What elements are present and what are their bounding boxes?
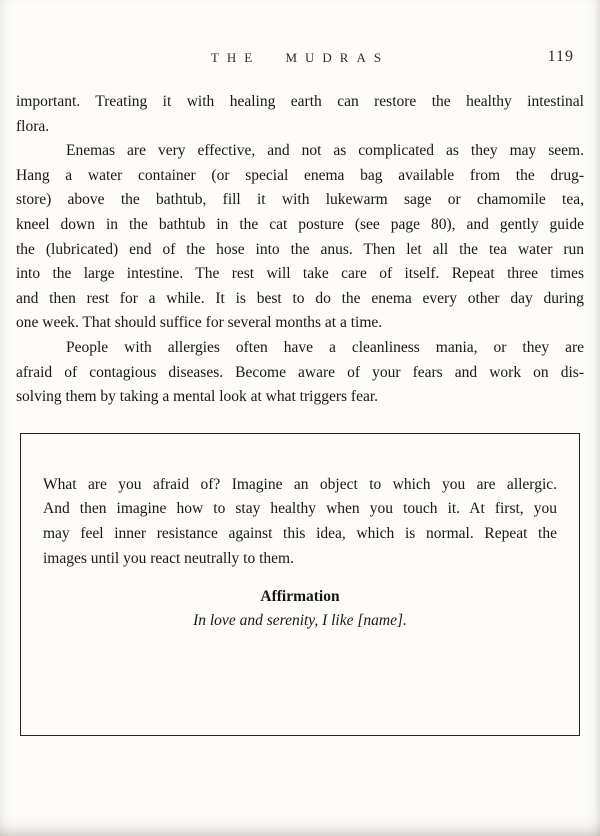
exercise-box (20, 433, 580, 736)
running-head (16, 50, 584, 72)
text-line: kneel down in the bathtub in the cat posture (see page 80), and gently guide (16, 215, 584, 233)
text-line: People with allergies often have a cleanliness mania, or they are (66, 338, 584, 356)
text-line: flora. (16, 117, 50, 135)
text-line: into the large intestine. The rest will take care of itself. Repeat three times (16, 265, 584, 283)
page-number: 119 (547, 48, 574, 65)
running-head-title: THE MUDRAS (210, 50, 390, 65)
text-line: store) above the bathtub, fill it with lukewarm sage or chamomile tea, (16, 191, 584, 209)
affirmation-heading: Affirmation (260, 588, 340, 606)
paragraph-enemas (16, 139, 584, 336)
body-text (16, 90, 584, 410)
text-line: Hang a water container (or special enema bag available from the drug- (16, 166, 584, 184)
text-line: one week. That should suffice for several months at a time. (16, 314, 383, 332)
paragraph-continuation (16, 90, 584, 139)
text-line: the (lubricated) end of the hose into the anus. Then let all the tea water run (16, 240, 584, 258)
exercise-text (43, 473, 557, 571)
text-line: and then rest for a while. It is best to do the enema every other day during (16, 289, 584, 307)
text-line: Enemas are very effective, and not as complicated as they may seem. (66, 142, 584, 160)
text-line: afraid of contagious diseases. Become aware of your fears and work on dis- (16, 363, 584, 381)
text-line: And then imagine how to stay healthy when you touch it. At first, you (43, 500, 557, 518)
text-line: may feel inner resistance against this idea, which is normal. Repeat the (43, 524, 557, 542)
text-line: solving them by taking a mental look at what triggers fear. (16, 388, 379, 406)
paragraph-allergies (16, 336, 584, 410)
text-line: important. Treating it with healing earth can restore the healthy intestinal (16, 93, 584, 110)
text-line: What are you afraid of? Imagine an object to which you are allergic. (43, 475, 557, 493)
affirmation-text: In love and serenity, I like [name]. (193, 612, 407, 630)
text-line: images until you react neutrally to them. (43, 549, 294, 567)
